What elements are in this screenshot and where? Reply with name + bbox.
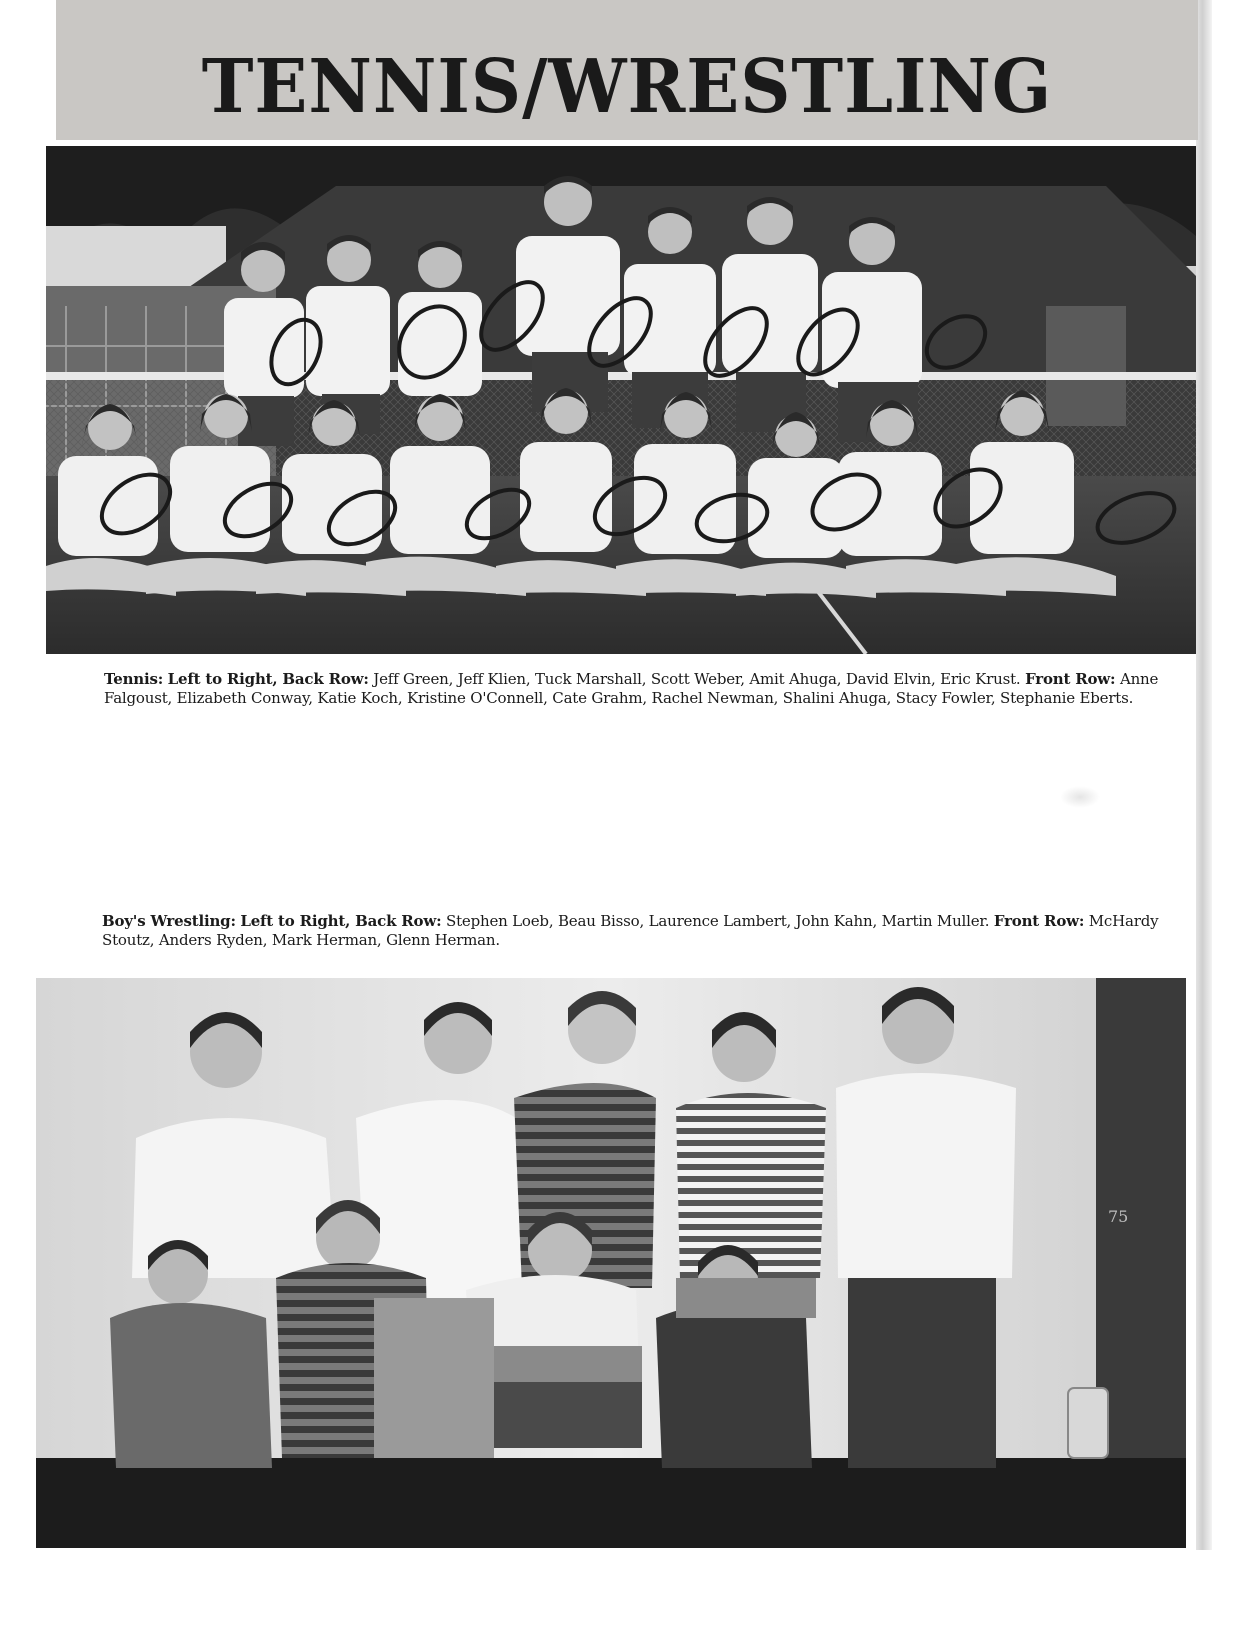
wrestling-caption-front-row: McHardy Stoutz, Anders Ryden, Mark Herman, Glenn Herman. — [102, 912, 1159, 949]
tennis-caption-front-row: Anne Falgoust, Elizabeth Conway, Katie Koch, Kristine O'Connell, Cate Grahm, Rachel Newman, Shalini Ahuga, Stacy Fowler, Stephanie Eberts. — [104, 670, 1159, 707]
wrestling-caption-team-label: Boy's Wrestling: — [102, 912, 236, 930]
tennis-caption-team-label: Tennis: — [104, 670, 164, 688]
wrestling-caption — [102, 912, 1162, 950]
tennis-caption-order-label: Left to Right, Back Row: — [167, 670, 369, 688]
wrestling-team-photo — [36, 978, 1186, 1548]
wall-number: 75 — [1108, 1207, 1129, 1226]
wrestling-photo-graphic — [36, 978, 1186, 1548]
header-band — [56, 0, 1198, 140]
page-edge-shadow — [1196, 0, 1212, 1550]
tennis-team-photo — [46, 146, 1196, 654]
tennis-caption-front-label: Front Row: — [1025, 670, 1116, 688]
wrestling-caption-order-label: Left to Right, Back Row: — [240, 912, 442, 930]
page-title: TENNIS/WRESTLING — [201, 44, 1053, 130]
tennis-caption-back-row: Jeff Green, Jeff Klien, Tuck Marshall, Scott Weber, Amit Ahuga, David Elvin, Eric Krust. — [373, 670, 1021, 688]
tennis-photo-graphic — [46, 146, 1196, 654]
wrestling-caption-front-label: Front Row: — [993, 912, 1085, 930]
wrestling-caption-back-row: Stephen Loeb, Beau Bisso, Laurence Lambert, John Kahn, Martin Muller. — [446, 912, 990, 930]
tennis-caption — [104, 670, 1164, 708]
scan-artifact — [1060, 786, 1100, 808]
